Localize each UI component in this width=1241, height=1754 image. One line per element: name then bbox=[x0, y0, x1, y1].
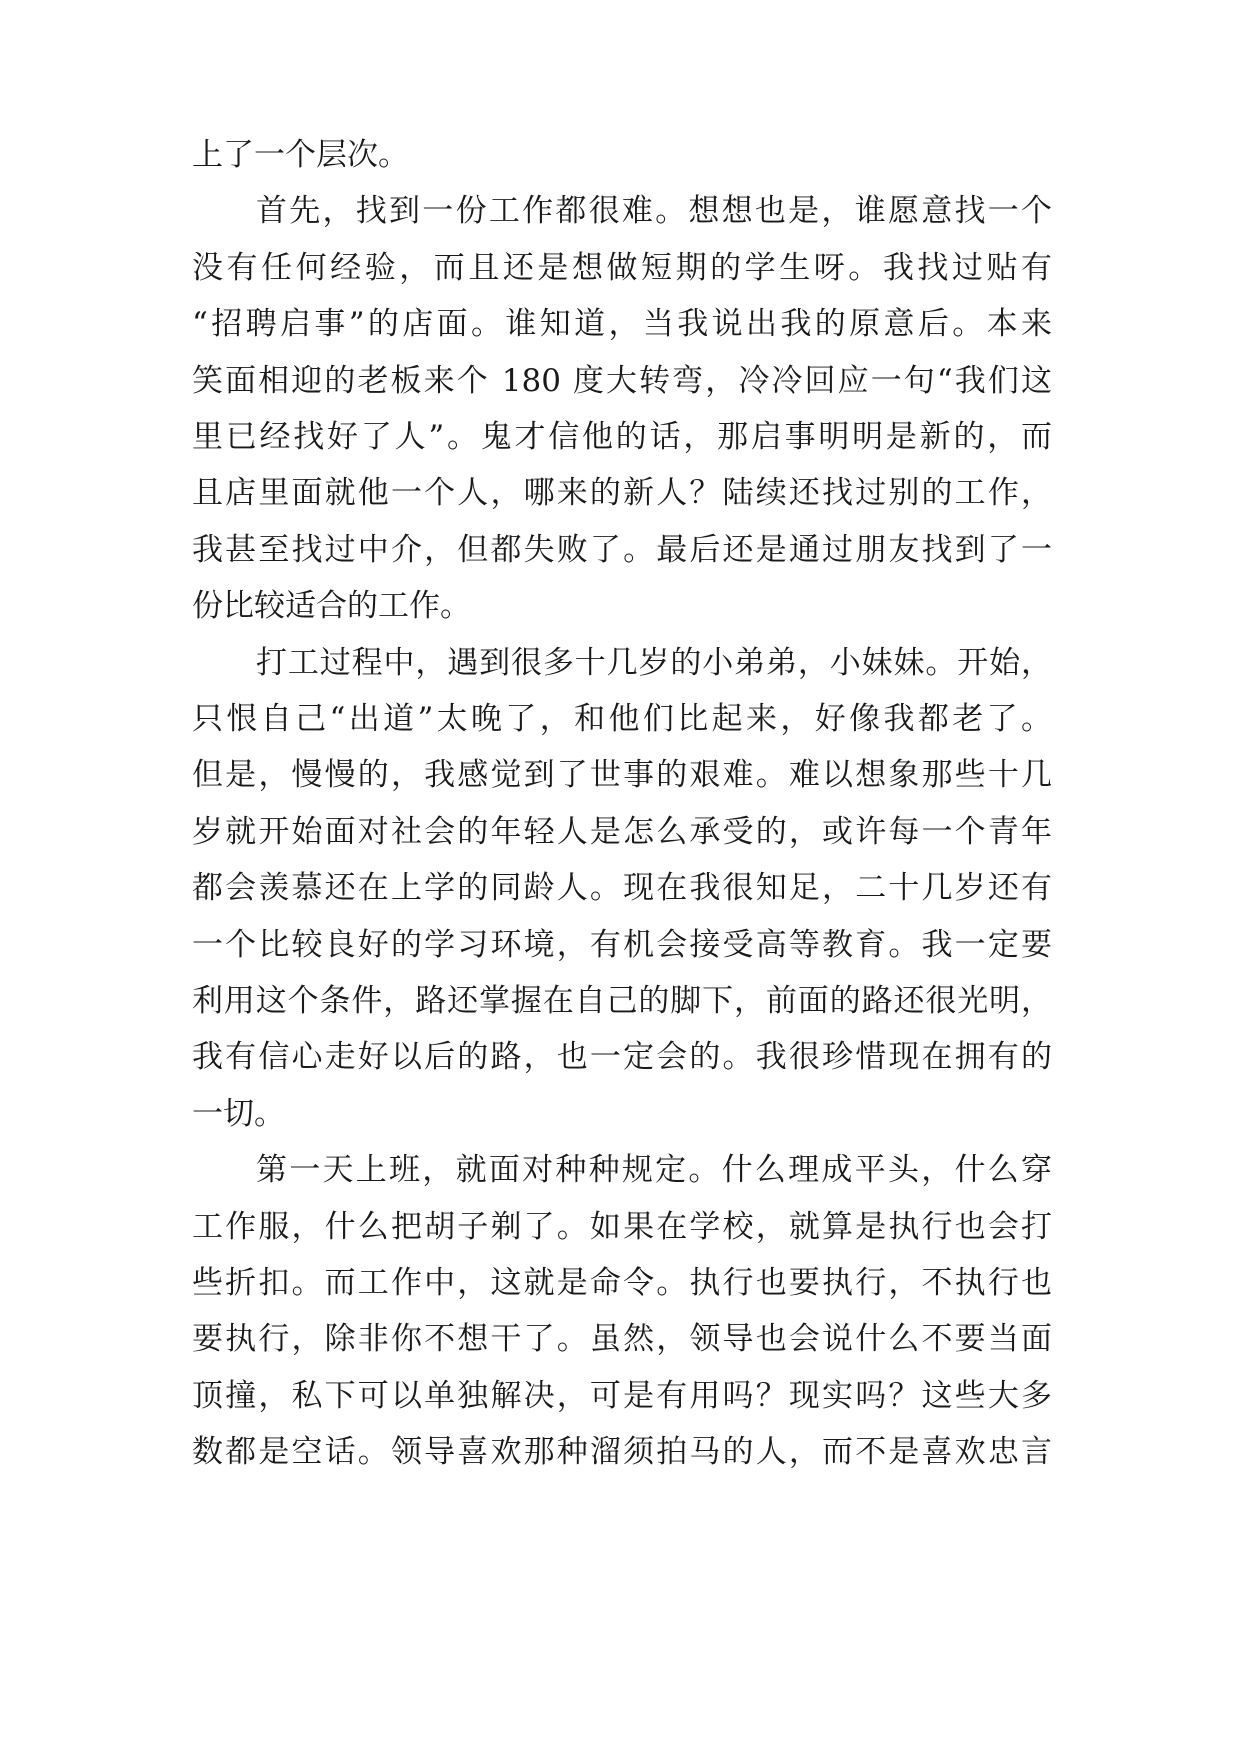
text-line: 上了一个层次。 bbox=[192, 137, 409, 173]
text-line: 一切。 bbox=[192, 1095, 285, 1132]
text-line: 要执行，除非你不想干了。虽然，领导也会说什么不要当面 bbox=[192, 1321, 1052, 1358]
text-line: 顶撞，私下可以单独解决，可是有用吗？现实吗？这些大多 bbox=[192, 1377, 1052, 1414]
text-line: 工作服，什么把胡子剃了。如果在学校，就算是执行也会打 bbox=[192, 1208, 1052, 1245]
text-line: 岁就开始面对社会的年轻人是怎么承受的，或许每一个青年 bbox=[192, 813, 1052, 850]
text-line: 我甚至找过中介，但都失败了。最后还是通过朋友找到了一 bbox=[192, 531, 1052, 568]
text-line: 但是，慢慢的，我感觉到了世事的艰难。难以想象那些十几 bbox=[192, 757, 1052, 794]
text-line: 些折扣。而工作中，这就是命令。执行也要执行，不执行也 bbox=[192, 1265, 1052, 1301]
text-line: 份比较适合的工作。 bbox=[192, 588, 471, 625]
text-line: 第一天上班，就面对种种规定。什么理成平头，什么穿 bbox=[256, 1152, 1052, 1189]
text-line: 且店里面就他一个人，哪来的新人？陆续还找过别的工作， bbox=[192, 475, 1052, 512]
text-line: “招聘启事”的店面。谁知道，当我说出我的原意后。本来 bbox=[192, 306, 1052, 343]
text-line: 都会羡慕还在上学的同龄人。现在我很知足，二十几岁还有 bbox=[192, 870, 1052, 907]
text-line: 打工过程中，遇到很多十几岁的小弟弟，小妹妹。开始， bbox=[256, 644, 1052, 681]
text-line: 笑面相迎的老板来个 180 度大转弯，冷冷回应一句“我们这 bbox=[192, 362, 1052, 399]
text-line: 首先，找到一份工作都很难。想想也是，谁愿意找一个 bbox=[256, 193, 1052, 230]
text-line: 只恨自己“出道”太晚了，和他们比起来，好像我都老了。 bbox=[192, 701, 1052, 737]
text-line: 数都是空话。领导喜欢那种溜须拍马的人，而不是喜欢忠言 bbox=[192, 1434, 1052, 1471]
text-line: 里已经找好了人”。鬼才信他的话，那启事明明是新的，而 bbox=[192, 419, 1052, 455]
text-line: 没有任何经验，而且还是想做短期的学生呀。我找过贴有 bbox=[192, 249, 1052, 286]
text-line: 我有信心走好以后的路，也一定会的。我很珍惜现在拥有的 bbox=[192, 1039, 1052, 1076]
text-line: 利用这个条件，路还掌握在自己的脚下，前面的路还很光明， bbox=[192, 983, 1052, 1019]
text-line: 一个比较良好的学习环境，有机会接受高等教育。我一定要 bbox=[192, 926, 1052, 963]
